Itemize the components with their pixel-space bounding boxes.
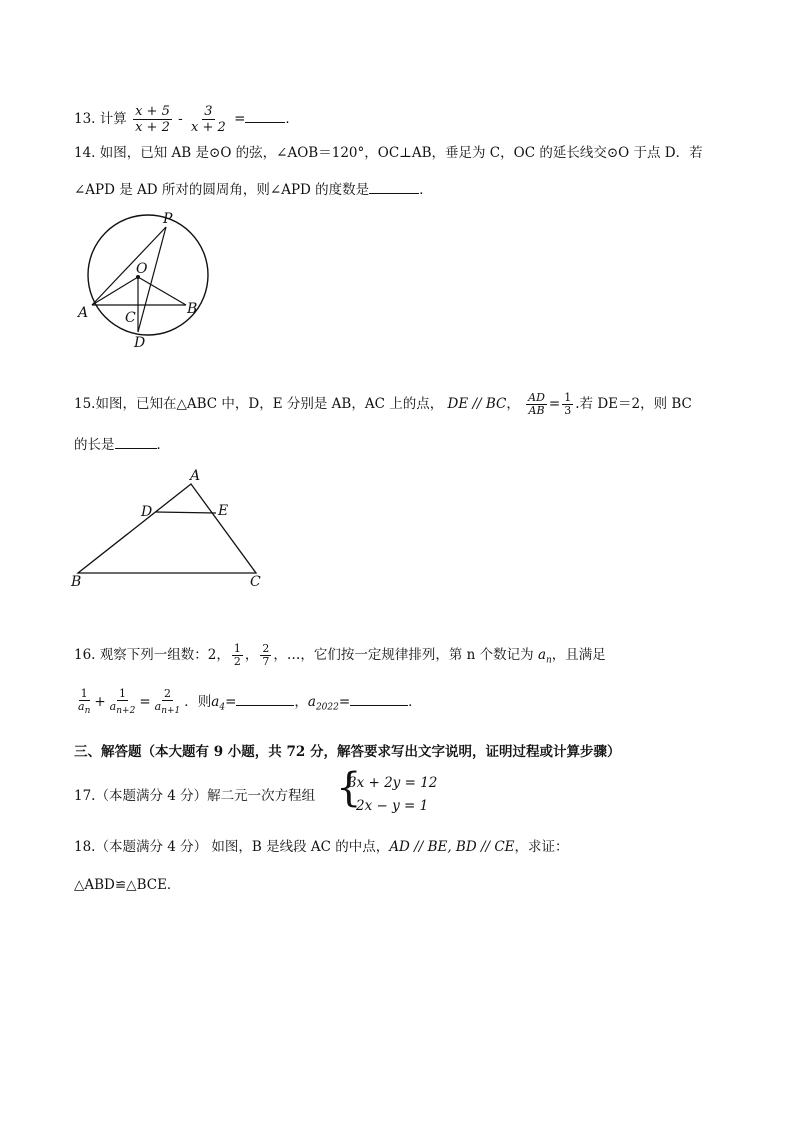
fraction-numerator: 2 bbox=[163, 687, 171, 700]
question-17: 17.（本题满分 4 分）解二元一次方程组 bbox=[74, 788, 316, 804]
question-text: 16. 观察下列一组数：2， bbox=[74, 647, 230, 663]
question-text: ．则 bbox=[184, 694, 212, 711]
question-16-line-2 bbox=[74, 688, 422, 717]
label-b: B bbox=[71, 574, 82, 590]
answer-blank bbox=[369, 181, 419, 194]
fraction-denominator: 2 bbox=[233, 655, 241, 668]
fraction-1-over-3 bbox=[562, 392, 573, 417]
segment-de bbox=[156, 512, 216, 513]
period: ． bbox=[408, 694, 422, 711]
fraction-2-over-7 bbox=[260, 643, 271, 668]
equation-2: 2x − y = 1 bbox=[356, 798, 429, 814]
fraction-2-over-an1 bbox=[153, 688, 183, 717]
fraction-numerator: 3 bbox=[204, 104, 213, 119]
question-13 bbox=[74, 104, 299, 135]
question-15-line-2 bbox=[74, 436, 170, 454]
equals-sign: = bbox=[338, 694, 351, 711]
question-text: 计算 bbox=[99, 111, 127, 127]
label-p: P bbox=[163, 211, 173, 227]
equals-sign: = bbox=[548, 396, 561, 412]
equation-1: 3x + 2y = 12 bbox=[348, 775, 438, 791]
question-18-line-1 bbox=[74, 838, 569, 856]
question-text: ，…，它们按一定规律排列，第 n 个数记为 bbox=[273, 647, 534, 663]
fraction-numerator: 1 bbox=[233, 642, 241, 655]
plus-sign: + bbox=[94, 694, 106, 711]
answer-blank bbox=[115, 436, 157, 449]
label-b: B bbox=[187, 301, 198, 317]
equals-sign: = bbox=[225, 694, 237, 711]
label-e: E bbox=[218, 503, 229, 519]
fraction-denominator: x + 2 bbox=[191, 120, 226, 135]
question-text: ∠APD 是 AD 所对的圆周角，则∠APD 的度数是 bbox=[74, 182, 370, 198]
question-text: 18.（本题满分 4 分） 如图，B 是线段 AC 的中点， bbox=[74, 839, 390, 855]
fraction-numerator: 2 bbox=[262, 642, 270, 655]
fraction-x5-over-x2 bbox=[133, 104, 172, 135]
fraction-denominator: 3 bbox=[564, 404, 572, 417]
fraction-denominator: AB bbox=[528, 404, 545, 417]
question-16-line-1 bbox=[74, 643, 606, 670]
period: ． bbox=[156, 437, 170, 453]
question-text: 15.如图，已知在△ABC 中，D，E 分别是 AB，AC 上的点， bbox=[74, 396, 444, 412]
fraction-numerator: AD bbox=[528, 391, 545, 404]
label-a: A bbox=[190, 468, 201, 484]
answer-blank bbox=[245, 110, 285, 123]
question-number: 13. bbox=[74, 111, 96, 127]
segment-ob bbox=[138, 277, 186, 305]
left-brace: { bbox=[336, 765, 362, 811]
question-15-line-1 bbox=[74, 392, 692, 417]
fraction-denominator: $a_{n+1}$ bbox=[154, 700, 181, 717]
fraction-numerator: 1 bbox=[564, 391, 572, 404]
triangle-abc bbox=[78, 484, 256, 573]
fraction-denominator: $a_{n+2}$ bbox=[109, 700, 136, 717]
label-d: D bbox=[134, 335, 146, 351]
fraction-1-over-2 bbox=[232, 643, 243, 668]
period: ． bbox=[419, 182, 433, 198]
fraction-numerator: 1 bbox=[118, 687, 126, 700]
fraction-denominator: $a_n$ bbox=[78, 700, 91, 717]
parallel-conditions: AD // BE, BD // CE bbox=[389, 839, 515, 855]
term-a4: $a_4$ bbox=[211, 694, 226, 713]
parallel-condition: DE // BC bbox=[447, 396, 507, 412]
question-text: .若 DE＝2，则 BC bbox=[575, 396, 692, 412]
fraction-3-over-x2 bbox=[189, 104, 228, 135]
label-d: D bbox=[141, 504, 153, 520]
question-14-line-1: 14. 如图，已知 AB 是⊙O 的弦，∠AOB＝120°，OC⊥AB，垂足为 C，OC 的延长线交⊙O 于点 D．若 bbox=[74, 145, 703, 161]
minus-sign: - bbox=[178, 111, 183, 127]
section-3-title: 三、解答题（本大题有 9 小题，共 72 分，解答要求写出文字说明，证明过程或计算步骤） bbox=[74, 744, 621, 760]
question-text: 的长是 bbox=[74, 437, 115, 453]
fraction-numerator: x + 5 bbox=[135, 104, 170, 119]
label-a: A bbox=[78, 305, 89, 321]
fraction-denominator: 7 bbox=[262, 655, 270, 668]
answer-blank-a4 bbox=[236, 693, 294, 706]
period: ． bbox=[285, 111, 299, 127]
question-14-line-2 bbox=[74, 181, 433, 199]
fraction-1-over-an bbox=[76, 688, 92, 717]
comma: ， bbox=[506, 396, 520, 412]
question-text: ，且满足 bbox=[551, 647, 606, 663]
question-text: ，求证： bbox=[514, 839, 569, 855]
fraction-ad-over-ab bbox=[526, 392, 547, 417]
question-18-line-2: △ABD≌△BCE． bbox=[74, 877, 181, 893]
comma: ， bbox=[294, 694, 308, 711]
label-o: O bbox=[136, 261, 148, 277]
segment-pa bbox=[92, 227, 166, 305]
answer-blank-a2022 bbox=[350, 693, 408, 706]
circle-o bbox=[88, 215, 208, 335]
fraction-numerator: 1 bbox=[80, 687, 88, 700]
equals-sign: = bbox=[139, 694, 151, 711]
label-c: C bbox=[125, 310, 136, 326]
circle-figure bbox=[70, 205, 240, 355]
sequence-term: $a_n$ bbox=[537, 647, 552, 666]
triangle-figure bbox=[66, 466, 276, 591]
term-a2022: $a_{2022}$ bbox=[307, 694, 339, 713]
fraction-1-over-an2 bbox=[108, 688, 138, 717]
label-c: C bbox=[250, 574, 261, 590]
fraction-denominator: x + 2 bbox=[135, 120, 170, 135]
equals-sign: = bbox=[234, 111, 246, 127]
comma: ， bbox=[244, 647, 259, 663]
